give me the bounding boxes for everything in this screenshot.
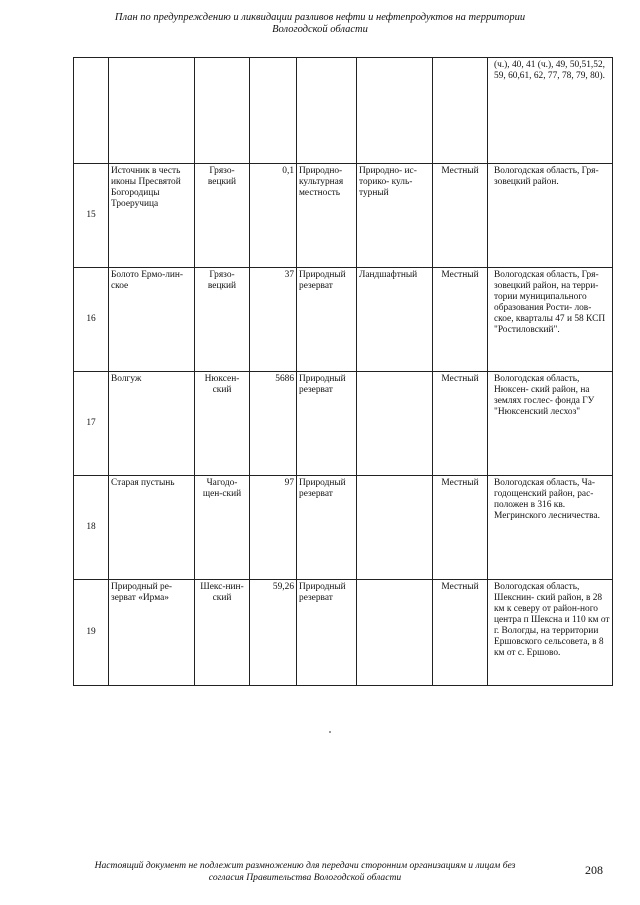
row-number: 18 bbox=[74, 476, 109, 580]
reserve-name: Волгуж bbox=[109, 372, 195, 476]
category: Природный резерват bbox=[297, 580, 357, 686]
significance: Местный bbox=[433, 580, 488, 686]
location: Вологодская область, Гря-зовецкий район. bbox=[488, 164, 613, 268]
district: Грязо-вецкий bbox=[195, 164, 250, 268]
profile bbox=[357, 476, 433, 580]
row-number: 19 bbox=[74, 580, 109, 686]
category: Природно-культурная местность bbox=[297, 164, 357, 268]
area: 97 bbox=[250, 476, 297, 580]
significance: Местный bbox=[433, 268, 488, 372]
row-number bbox=[74, 58, 109, 164]
district: Чагодо-щен-ский bbox=[195, 476, 250, 580]
table-row bbox=[74, 580, 613, 686]
district bbox=[195, 58, 250, 164]
header-line-2: Вологодской области bbox=[272, 24, 368, 35]
row-number: 16 bbox=[74, 268, 109, 372]
district: Нюксен-ский bbox=[195, 372, 250, 476]
profile bbox=[357, 58, 433, 164]
area: 59,26 bbox=[250, 580, 297, 686]
table-row bbox=[74, 58, 613, 164]
profile: Ландшафтный bbox=[357, 268, 433, 372]
header-line-1: План по предупреждению и ликвидации разливов нефти и нефтепродуктов на территории bbox=[114, 12, 526, 23]
district: Грязо-вецкий bbox=[195, 268, 250, 372]
category: Природный резерват bbox=[297, 476, 357, 580]
profile bbox=[357, 372, 433, 476]
scan-speck bbox=[329, 731, 331, 733]
reserves-table bbox=[73, 57, 613, 686]
area bbox=[250, 58, 297, 164]
location: Вологодская область, Гря-зовецкий район, на терри-тории муниципального образования Рости- лов-ское, кварталы 47 и 58 КСП "Ростиловский". bbox=[488, 268, 613, 372]
category: Природный резерват bbox=[297, 372, 357, 476]
area: 5686 bbox=[250, 372, 297, 476]
significance: Местный bbox=[433, 372, 488, 476]
area: 37 bbox=[250, 268, 297, 372]
document-footer bbox=[70, 860, 540, 884]
significance: Местный bbox=[433, 164, 488, 268]
footer-line-2: согласия Правительства Вологодской области bbox=[208, 872, 402, 883]
category: Природный резерват bbox=[297, 268, 357, 372]
table-row bbox=[74, 268, 613, 372]
table-row bbox=[74, 476, 613, 580]
row-number: 15 bbox=[74, 164, 109, 268]
reserve-name: Болото Ермо-лин- ское bbox=[109, 268, 195, 372]
location: (ч.), 40, 41 (ч.), 49, 50,51,52, 59, 60,61, 62, 77, 78, 79, 80). bbox=[488, 58, 613, 164]
district: Шекс-нин- ский bbox=[195, 580, 250, 686]
table-row bbox=[74, 372, 613, 476]
reserve-name: Источник в честь иконы Пресвятой Богородицы Троеручица bbox=[109, 164, 195, 268]
profile bbox=[357, 580, 433, 686]
significance: Местный bbox=[433, 476, 488, 580]
profile: Природно- ис-торико- куль-турный bbox=[357, 164, 433, 268]
row-number: 17 bbox=[74, 372, 109, 476]
table-row bbox=[74, 164, 613, 268]
footer-line-1: Настоящий документ не подлежит размножению для передачи сторонним организациям и лицам без bbox=[94, 860, 516, 871]
area: 0,1 bbox=[250, 164, 297, 268]
document-header bbox=[0, 12, 640, 36]
reserve-name: Старая пустынь bbox=[109, 476, 195, 580]
reserve-name bbox=[109, 58, 195, 164]
location: Вологодская область, Шекснин- ский район, в 28 км к северу от район-ного центра п Шексна и 110 км от г. Вологды, на территории Ершовского сельсовета, в 8 км от с. Ершово. bbox=[488, 580, 613, 686]
reserve-name: Природный ре-зерват «Ирма» bbox=[109, 580, 195, 686]
category bbox=[297, 58, 357, 164]
significance bbox=[433, 58, 488, 164]
page-number: 208 bbox=[585, 863, 603, 877]
location: Вологодская область, Ча-годощенский район, рас-положен в 316 кв. Мегринского лесничества. bbox=[488, 476, 613, 580]
location: Вологодская область, Нюксен- ский район, на землях гослес- фонда ГУ "Нюксенский лесхоз" bbox=[488, 372, 613, 476]
